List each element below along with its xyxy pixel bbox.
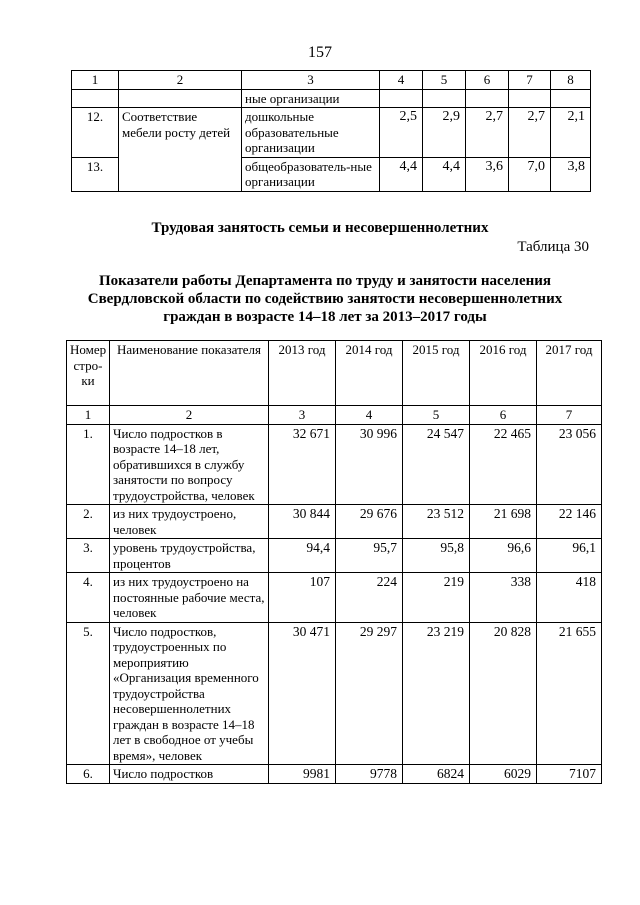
value-cell: 95,7 [336, 539, 403, 573]
header-cell: 3 [242, 71, 380, 90]
value-cell: 32 671 [269, 424, 336, 505]
value-cell: 7,0 [509, 157, 551, 191]
value-cell: 22 465 [470, 424, 537, 505]
header-cell: 1 [72, 71, 119, 90]
page-number: 157 [308, 44, 332, 61]
header-cell: 8 [551, 71, 591, 90]
table-row [67, 573, 602, 623]
value-cell: 22 146 [537, 505, 602, 539]
value-cell: 21 655 [537, 622, 602, 765]
employment-table [66, 340, 602, 784]
column-number: 1 [67, 406, 110, 425]
row-number: 12. [72, 108, 119, 158]
row-org: ные организации [242, 89, 380, 108]
table-caption: Показатели работы Департамента по труду и занятости населения Свердловской области по содействию занятости несовершеннолетних граждан в возрасте 14–18 лет за 2013–2017 годы [87, 273, 563, 325]
value-cell: 2,1 [551, 108, 591, 158]
value-cell [509, 89, 551, 108]
header-cell: 2015 год [403, 341, 470, 406]
table-row [67, 539, 602, 573]
row-name: Число подростков, трудоустроенных по мероприятию «Организация временного трудоустройства несовершеннолетних граждан в возрасте 14–18 лет в свободное от учебы время», человек [110, 622, 269, 765]
value-cell: 9981 [269, 765, 336, 784]
value-cell: 96,6 [470, 539, 537, 573]
value-cell: 29 297 [336, 622, 403, 765]
value-cell [423, 89, 466, 108]
value-cell: 2,9 [423, 108, 466, 158]
value-cell [551, 89, 591, 108]
row-name: Число подростков в возрасте 14–18 лет, обратившихся в службу занятости по вопросу трудоустройства, человек [110, 424, 269, 505]
row-number: 3. [67, 539, 110, 573]
column-number: 2 [110, 406, 269, 425]
header-cell: 2013 год [269, 341, 336, 406]
column-number: 6 [470, 406, 537, 425]
value-cell: 6824 [403, 765, 470, 784]
header-cell: 2016 год [470, 341, 537, 406]
table-row [67, 505, 602, 539]
row-name: уровень трудоустройства, процентов [110, 539, 269, 573]
value-cell: 24 547 [403, 424, 470, 505]
row-name: из них трудоустроено на постоянные рабочие места, человек [110, 573, 269, 623]
table-continuation [71, 70, 591, 192]
header-cell: Номер стро-ки [67, 341, 110, 406]
column-number: 7 [537, 406, 602, 425]
row-number: 13. [72, 157, 119, 191]
row-name [119, 89, 242, 108]
value-cell: 2,7 [466, 108, 509, 158]
value-cell: 20 828 [470, 622, 537, 765]
value-cell: 4,4 [380, 157, 423, 191]
row-number [72, 89, 119, 108]
table-row [67, 765, 602, 784]
row-org: дошкольные образовательные организации [242, 108, 380, 158]
value-cell: 418 [537, 573, 602, 623]
value-cell [380, 89, 423, 108]
value-cell: 94,4 [269, 539, 336, 573]
table-row [67, 424, 602, 505]
value-cell: 4,4 [423, 157, 466, 191]
value-cell: 107 [269, 573, 336, 623]
value-cell: 2,7 [509, 108, 551, 158]
value-cell: 6029 [470, 765, 537, 784]
value-cell: 3,6 [466, 157, 509, 191]
value-cell: 30 844 [269, 505, 336, 539]
table-header-row [67, 341, 602, 406]
value-cell: 96,1 [537, 539, 602, 573]
header-cell: 6 [466, 71, 509, 90]
table-row [67, 622, 602, 765]
value-cell [466, 89, 509, 108]
row-number: 1. [67, 424, 110, 505]
header-cell: 2 [119, 71, 242, 90]
header-cell: 5 [423, 71, 466, 90]
row-number: 6. [67, 765, 110, 784]
table-row [72, 89, 591, 108]
section-title: Трудовая занятость семьи и несовершеннолетних [151, 220, 489, 236]
value-cell: 23 219 [403, 622, 470, 765]
table-header-row [72, 71, 591, 90]
value-cell: 219 [403, 573, 470, 623]
value-cell: 30 996 [336, 424, 403, 505]
value-cell: 9778 [336, 765, 403, 784]
header-cell: 7 [509, 71, 551, 90]
row-name: Число подростков [110, 765, 269, 784]
column-number-row [67, 406, 602, 425]
header-cell: Наименование показателя [110, 341, 269, 406]
column-number: 5 [403, 406, 470, 425]
header-cell: 2014 год [336, 341, 403, 406]
value-cell: 2,5 [380, 108, 423, 158]
row-number: 5. [67, 622, 110, 765]
row-org: общеобразователь-ные организации [242, 157, 380, 191]
value-cell: 21 698 [470, 505, 537, 539]
value-cell: 338 [470, 573, 537, 623]
header-cell: 2017 год [537, 341, 602, 406]
value-cell: 3,8 [551, 157, 591, 191]
value-cell: 95,8 [403, 539, 470, 573]
header-cell: 4 [380, 71, 423, 90]
value-cell: 23 512 [403, 505, 470, 539]
column-number: 4 [336, 406, 403, 425]
row-name: Соответствие мебели росту детей [119, 108, 242, 192]
value-cell: 7107 [537, 765, 602, 784]
value-cell: 29 676 [336, 505, 403, 539]
column-number: 3 [269, 406, 336, 425]
table-label: Таблица 30 [517, 239, 589, 255]
value-cell: 224 [336, 573, 403, 623]
value-cell: 30 471 [269, 622, 336, 765]
value-cell: 23 056 [537, 424, 602, 505]
row-number: 2. [67, 505, 110, 539]
table-row [72, 108, 591, 158]
row-name: из них трудоустроено, человек [110, 505, 269, 539]
row-number: 4. [67, 573, 110, 623]
